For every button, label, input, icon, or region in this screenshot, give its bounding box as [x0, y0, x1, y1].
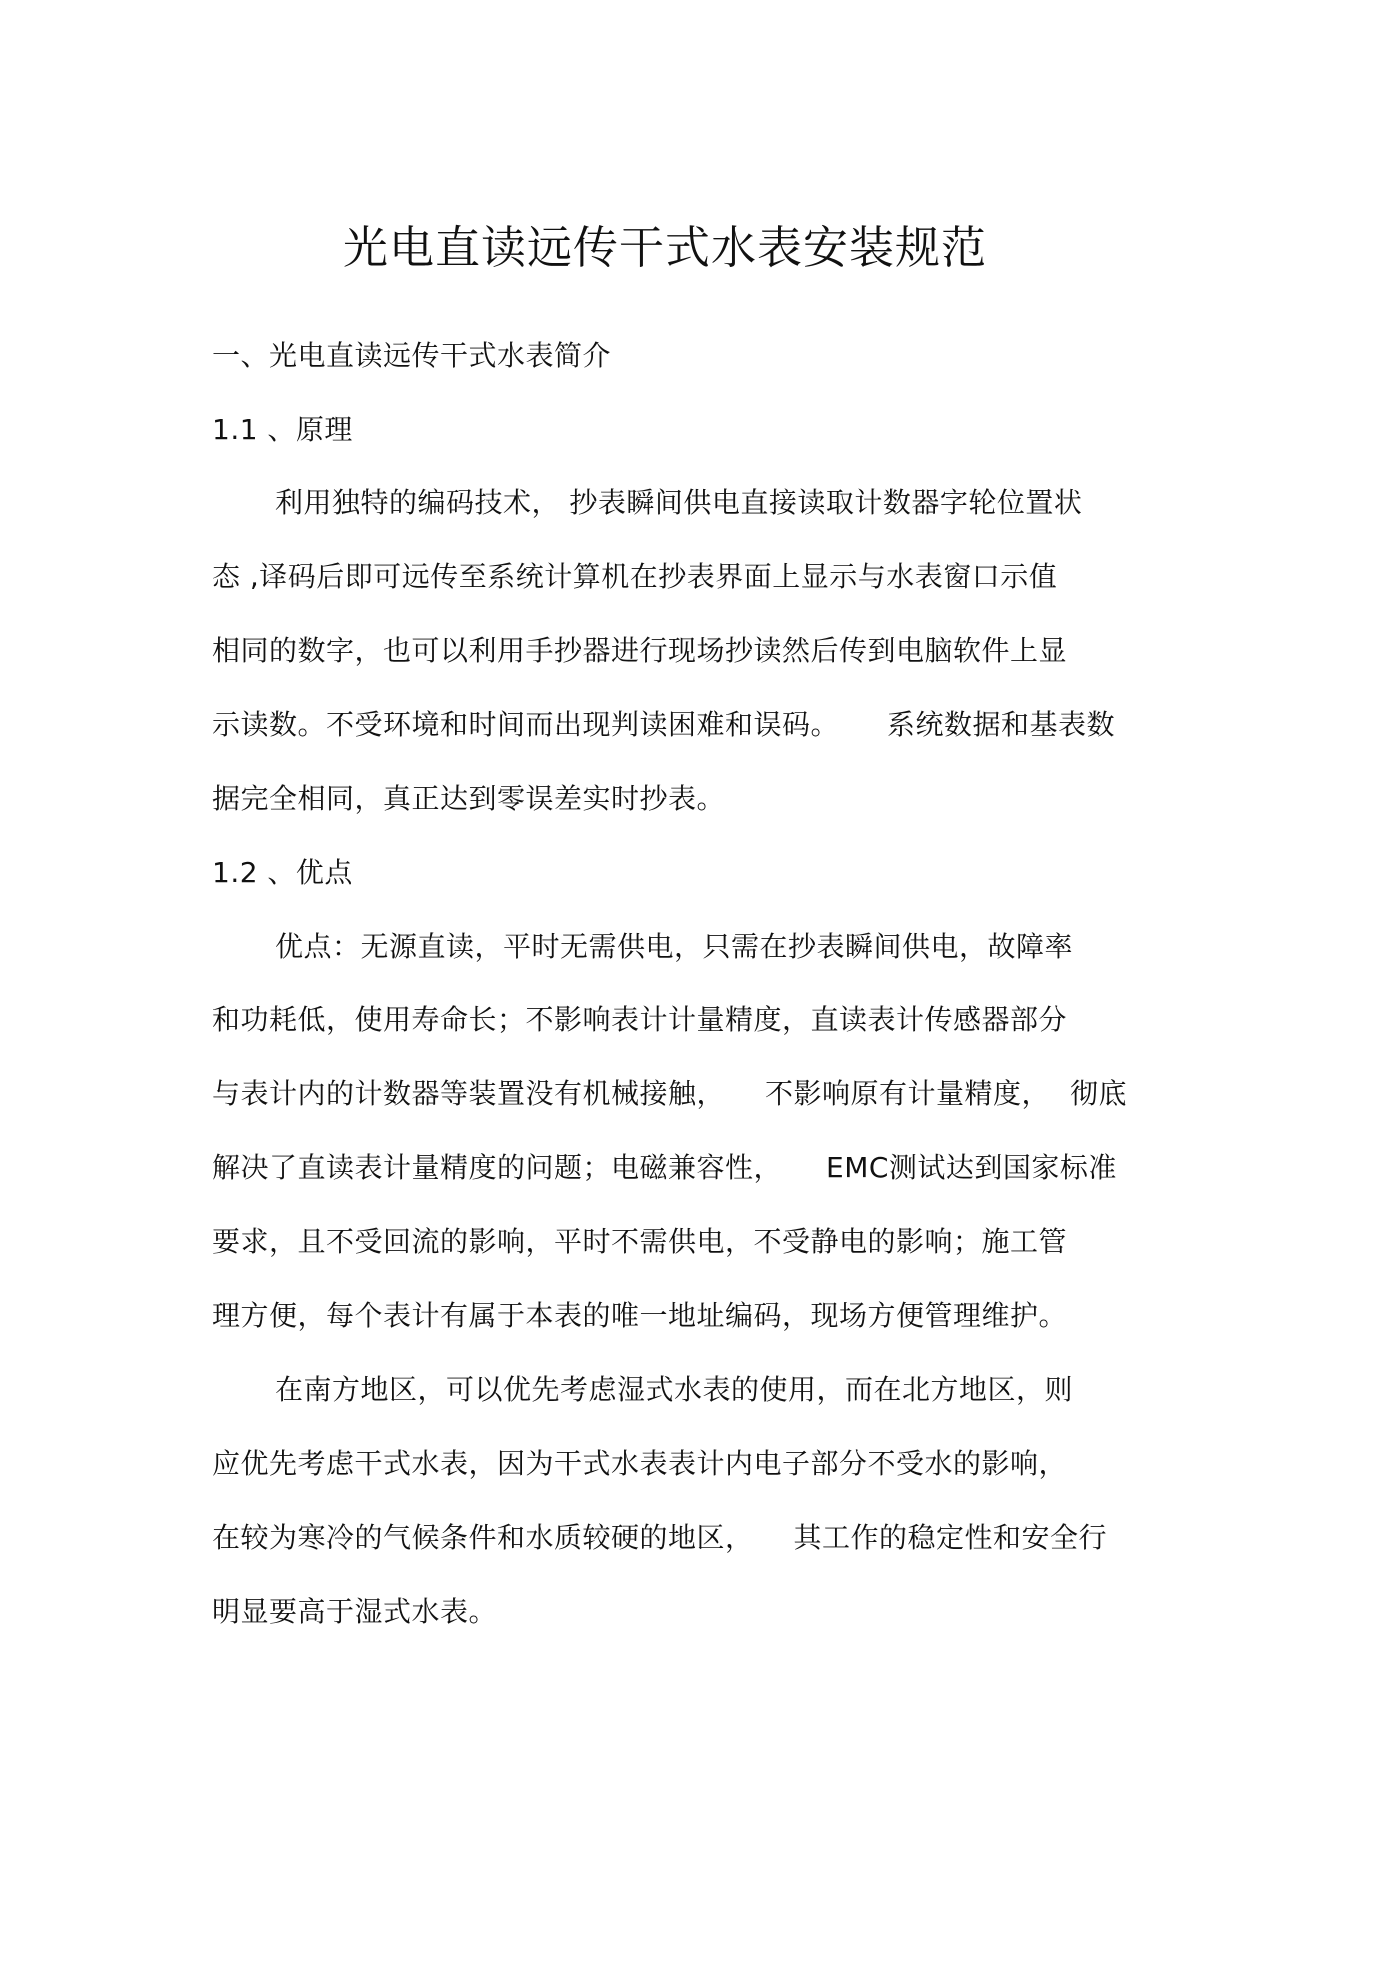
section-heading: 一、光电直读远传干式水表简介: [212, 339, 612, 372]
subsection-heading-advantages: 1.2 、优点: [212, 856, 353, 889]
page-title: 光电直读远传干式水表安装规范: [342, 221, 987, 274]
paragraph-line: 相同的数字，也可以利用手抄器进行现场抄读然后传到电脑软件上显: [212, 634, 1068, 667]
paragraph-line: 要求，且不受回流的影响，平时不需供电，不受静电的影响；施工管: [212, 1225, 1068, 1258]
paragraph-text: 彻底: [1070, 1077, 1128, 1110]
paragraph-text: 示读数。不受环境和时间而出现判读困难和误码。: [212, 708, 840, 741]
paragraph-text: 与表计内的计数器等装置没有机械接触，: [212, 1077, 726, 1110]
paragraph-line: [212, 1074, 1127, 1114]
paragraph-line: 在南方地区，可以优先考虑湿式水表的使用，而在北方地区，则: [275, 1373, 1074, 1406]
paragraph-line: 优点：无源直读，平时无需供电，只需在抄表瞬间供电，故障率: [275, 930, 1074, 963]
paragraph-text: EMC测试达到国家标准: [826, 1151, 1117, 1184]
paragraph-line: [212, 1518, 1107, 1558]
paragraph-line: 应优先考虑干式水表，因为干式水表表计内电子部分不受水的影响，: [212, 1447, 1068, 1480]
paragraph-line: 利用独特的编码技术， 抄表瞬间供电直接读取计数器字轮位置状: [275, 486, 1083, 519]
paragraph-text: 其工作的稳定性和安全行: [793, 1521, 1108, 1554]
paragraph-line: 据完全相同，真正达到零误差实时抄表。: [212, 782, 726, 815]
paragraph-line: 理方便，每个表计有属于本表的唯一地址编码，现场方便管理维护。: [212, 1299, 1068, 1332]
subsection-heading-principle: 1.1 、原理: [212, 413, 353, 446]
paragraph-line: [212, 705, 1115, 745]
paragraph-line: 态 ,译码后即可远传至系统计算机在抄表界面上显示与水表窗口示值: [212, 560, 1058, 593]
paragraph-line: 明显要高于湿式水表。: [212, 1595, 498, 1628]
paragraph-text: 在较为寒冷的气候条件和水质较硬的地区，: [212, 1521, 754, 1554]
paragraph-line: [212, 1148, 1117, 1188]
paragraph-text: 系统数据和基表数: [887, 708, 1116, 741]
paragraph-text: 解决了直读表计量精度的问题；电磁兼容性，: [212, 1151, 783, 1184]
paragraph-line: 和功耗低，使用寿命长；不影响表计计量精度，直读表计传感器部分: [212, 1003, 1068, 1036]
paragraph-text: 不影响原有计量精度，: [765, 1077, 1051, 1110]
